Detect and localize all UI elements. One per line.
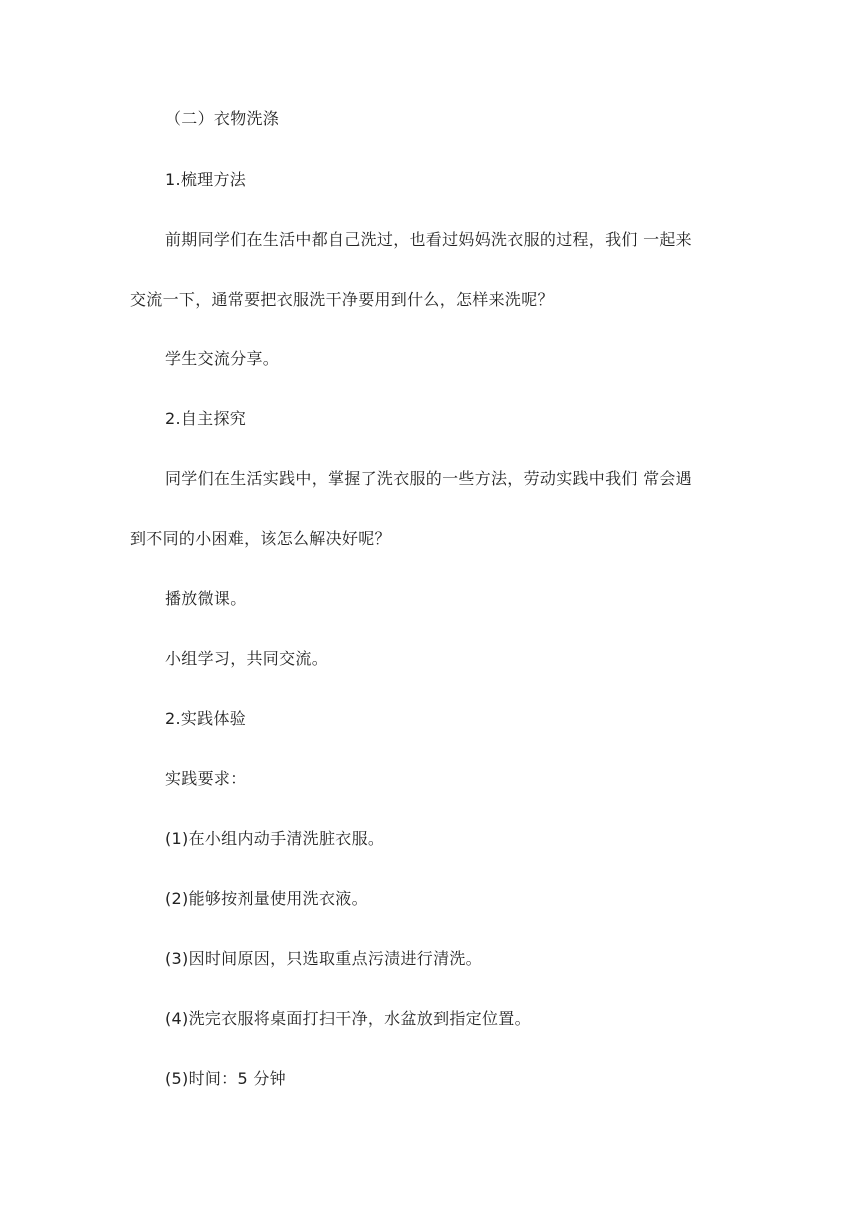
subheading-self-explore: 2.自主探究 [165,409,247,428]
list-item: (5)时间：5 分钟 [165,1069,286,1088]
paragraph-line: 前期同学们在生活中都自己洗过，也看过妈妈洗衣服的过程，我们 一起来 [165,230,692,249]
subheading-practice: 2.实践体验 [165,709,247,728]
list-item: (2)能够按剂量使用洗衣液。 [165,889,368,908]
section-heading: （二）衣物洗涤 [165,109,280,128]
list-item: (3)因时间原因，只选取重点污渍进行清洗。 [165,949,482,968]
paragraph-line: 交流一下，通常要把衣服洗干净要用到什么，怎样来洗呢？ [130,290,554,309]
paragraph-line: 到不同的小困难，该怎么解决好呢？ [130,529,391,548]
list-item: (4)洗完衣服将桌面打扫干净，水盆放到指定位置。 [165,1009,531,1028]
paragraph-line: 学生交流分享。 [165,349,280,368]
subheading-sort-method: 1.梳理方法 [165,170,247,189]
paragraph-line: 小组学习，共同交流。 [165,649,329,668]
paragraph-line: 实践要求： [165,769,247,788]
list-item: (1)在小组内动手清洗脏衣服。 [165,829,385,848]
paragraph-line: 播放微课。 [165,589,247,608]
paragraph-line: 同学们在生活实践中，掌握了洗衣服的一些方法，劳动实践中我们 常会遇 [165,469,692,488]
